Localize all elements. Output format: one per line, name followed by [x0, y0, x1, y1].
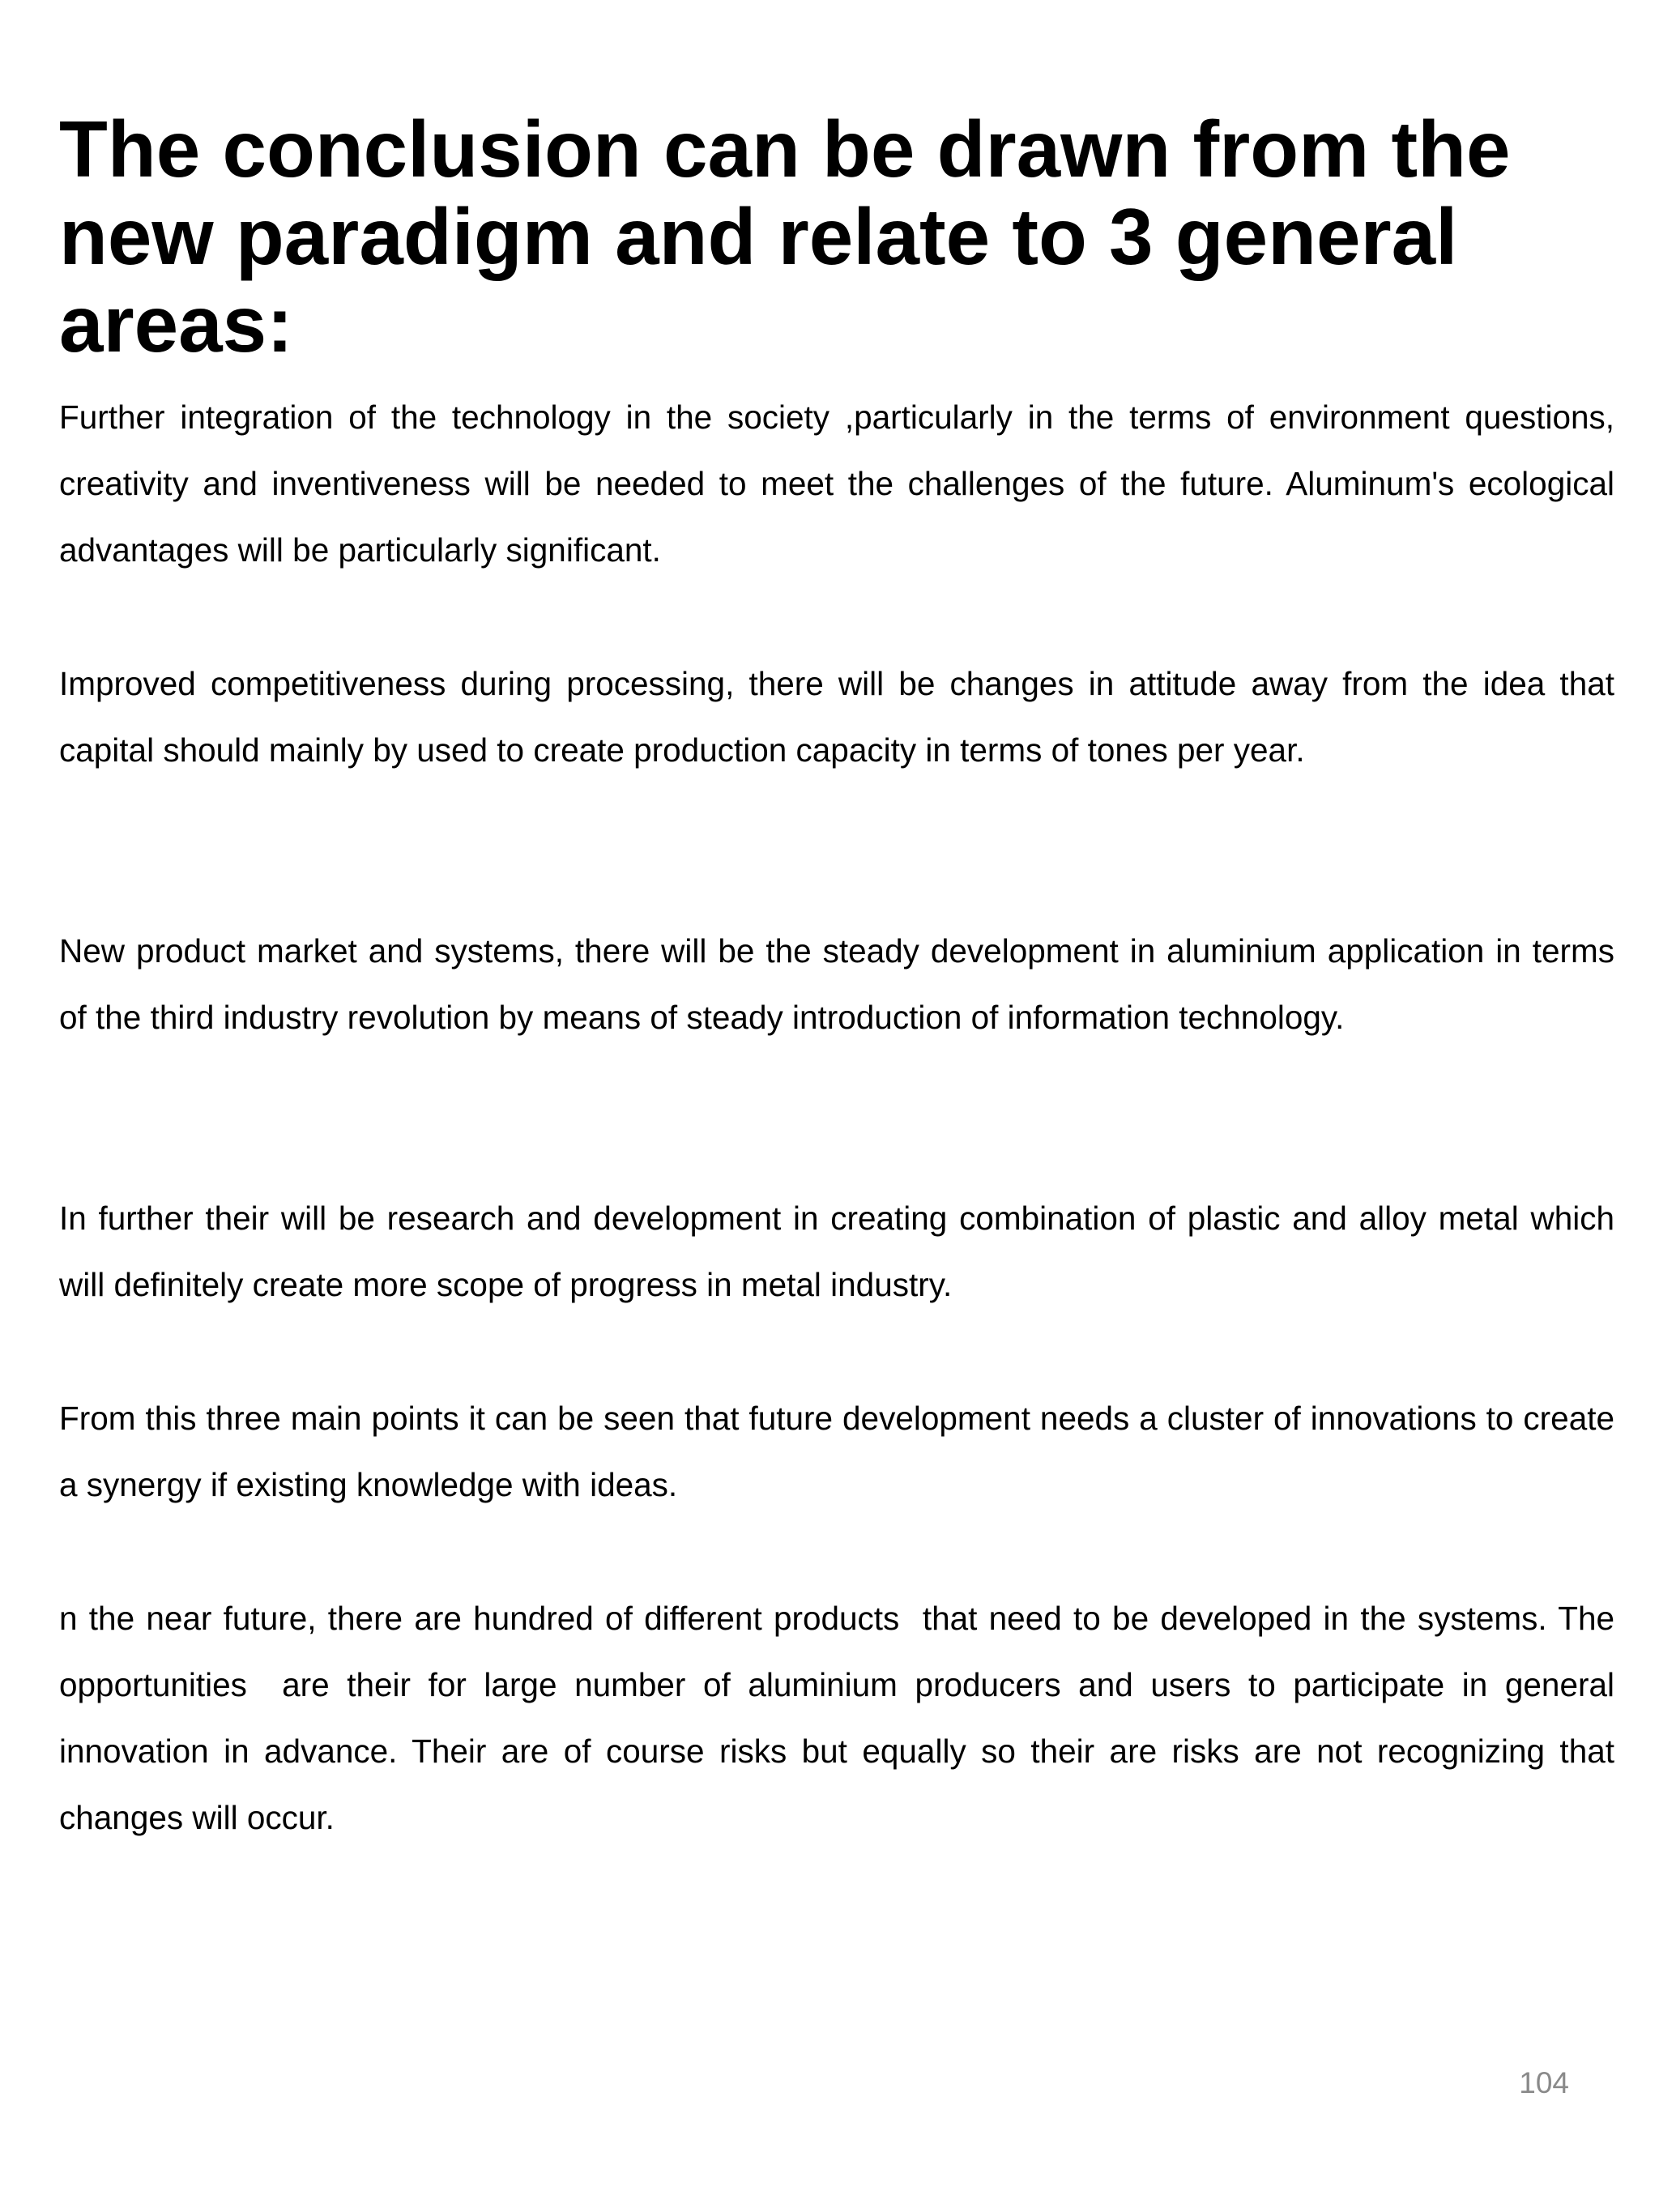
paragraph-three-main-points: From this three main points it can be seen that future development needs a cluster of innovations to create a synergy if existing knowledge with ideas. [59, 1400, 1624, 1503]
paragraph-near-future: n the near future, there are hundred of different products that need to be developed in the systems. The opportunities are their for large number of aluminium producers and users to participate in general innovation in advance. Their are of course risks but equally so their are risks are not recognizing that changes will occur. [59, 1600, 1624, 1836]
page-number: 104 [1519, 2066, 1569, 2099]
paragraph-research-development: In further their will be research and development in creating combination of plastic and alloy metal which will definitely create more scope of progress in metal industry. [59, 1200, 1624, 1303]
paragraph-competitiveness: Improved competitiveness during processing, there will be changes in attitude away from the idea that capital should mainly by used to create production capacity in terms of tones per year. [59, 665, 1624, 769]
paragraph-environment-integration: Further integration of the technology in the society ,particularly in the terms of environment questions, creativity and inventiveness will be needed to meet the challenges of the future. Aluminum's ecological advantages will be particularly significant. [59, 399, 1624, 569]
paragraph-new-product-market: New product market and systems, there will be the steady development in aluminium application in terms of the third industry revolution by means of steady introduction of information technology. [59, 932, 1624, 1036]
page-title: The conclusion can be drawn from the new paradigm and relate to 3 general areas: [59, 104, 1511, 369]
